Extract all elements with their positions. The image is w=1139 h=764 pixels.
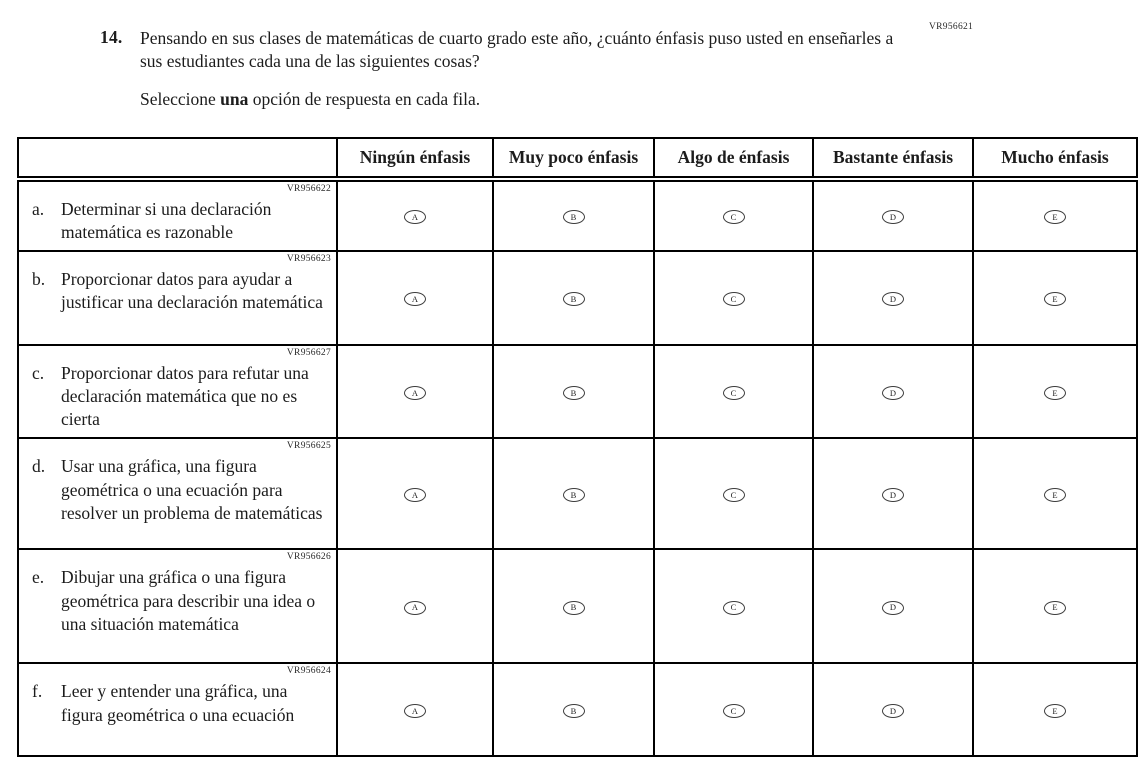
cell-b-mucho bbox=[973, 251, 1137, 345]
item-cell-f bbox=[18, 663, 337, 756]
option-bubble-b-A[interactable]: A bbox=[404, 292, 426, 306]
cell-c-bastante bbox=[813, 345, 973, 438]
option-bubble-b-C[interactable]: C bbox=[723, 292, 745, 306]
option-bubble-a-A[interactable]: A bbox=[404, 210, 426, 224]
cell-f-algo bbox=[654, 663, 813, 756]
item-letter-f: f. bbox=[32, 681, 43, 702]
item-letter-d: d. bbox=[32, 456, 46, 477]
table-row-b bbox=[18, 251, 1137, 345]
header-row bbox=[18, 138, 1137, 179]
option-bubble-c-E[interactable]: E bbox=[1044, 386, 1066, 400]
option-bubble-b-E[interactable]: E bbox=[1044, 292, 1066, 306]
row-code-b: VR956623 bbox=[286, 254, 331, 265]
item-text-e: Dibujar una gráfica o una figura geométrica para describir una idea o una situación matemática bbox=[61, 567, 316, 634]
row-code-f: VR956624 bbox=[286, 666, 331, 677]
cell-c-mucho bbox=[973, 345, 1137, 438]
item-text-b: Proporcionar datos para ayudar a justificar una declaración matemática bbox=[61, 269, 323, 313]
item-letter-e: e. bbox=[32, 567, 45, 588]
cell-e-mucho bbox=[973, 549, 1137, 663]
cell-e-ningun bbox=[337, 549, 493, 663]
item-text-d: Usar una gráfica, una figura geométrica o una ecuación para resolver un problema de matemáticas bbox=[61, 456, 323, 523]
table-row-d bbox=[18, 438, 1137, 549]
item-cell-e bbox=[18, 549, 337, 663]
table-row-a bbox=[18, 179, 1137, 251]
table-row-c bbox=[18, 345, 1137, 438]
cell-b-bastante bbox=[813, 251, 973, 345]
item-letter-b: b. bbox=[32, 269, 46, 290]
row-code-a: VR956622 bbox=[286, 184, 331, 194]
cell-f-ningun bbox=[337, 663, 493, 756]
table-row-e bbox=[18, 549, 1137, 663]
cell-b-algo bbox=[654, 251, 813, 345]
option-bubble-b-B[interactable]: B bbox=[563, 292, 585, 306]
row-code-c: VR956627 bbox=[286, 348, 331, 359]
option-bubble-a-B[interactable]: B bbox=[563, 210, 585, 224]
cell-d-algo bbox=[654, 438, 813, 549]
question-block bbox=[100, 27, 898, 110]
option-bubble-c-C[interactable]: C bbox=[723, 386, 745, 400]
cell-a-ningun bbox=[337, 179, 493, 251]
instruction-pre: Seleccione bbox=[140, 88, 221, 109]
option-bubble-e-B[interactable]: B bbox=[563, 601, 585, 615]
cell-e-algo bbox=[654, 549, 813, 663]
question-body bbox=[140, 27, 898, 110]
header-empty-cell bbox=[18, 138, 337, 179]
cell-f-mucho bbox=[973, 663, 1137, 756]
item-cell-b bbox=[18, 251, 337, 345]
option-bubble-e-E[interactable]: E bbox=[1044, 601, 1066, 615]
cell-d-muy-poco bbox=[493, 438, 654, 549]
header-muy-poco-enfasis: Muy poco énfasis bbox=[493, 138, 654, 179]
option-bubble-b-D[interactable]: D bbox=[882, 292, 904, 306]
item-text-f: Leer y entender una gráfica, una figura geométrica o una ecuación bbox=[61, 681, 295, 725]
cell-d-mucho bbox=[973, 438, 1137, 549]
option-bubble-f-C[interactable]: C bbox=[723, 704, 745, 718]
question-instruction bbox=[140, 89, 898, 110]
form-code-top: VR956621 bbox=[929, 22, 974, 32]
header-bastante-enfasis: Bastante énfasis bbox=[813, 138, 973, 179]
option-bubble-c-B[interactable]: B bbox=[563, 386, 585, 400]
item-letter-a: a. bbox=[32, 199, 45, 219]
row-code-d: VR956625 bbox=[286, 441, 331, 452]
option-bubble-f-A[interactable]: A bbox=[404, 704, 426, 718]
option-bubble-d-E[interactable]: E bbox=[1044, 488, 1066, 502]
option-bubble-c-D[interactable]: D bbox=[882, 386, 904, 400]
cell-e-bastante bbox=[813, 549, 973, 663]
item-text-c: Proporcionar datos para refutar una declaración matemática que no es cierta bbox=[61, 363, 309, 430]
cell-d-bastante bbox=[813, 438, 973, 549]
table-row-f bbox=[18, 663, 1137, 756]
question-text: Pensando en sus clases de matemáticas de cuarto grado este año, ¿cuánto énfasis puso usted en enseñarles a sus estudiantes cada una de las siguientes cosas? bbox=[140, 28, 894, 72]
instruction-bold: una bbox=[220, 88, 249, 109]
instruction-post: opción de respuesta en cada fila. bbox=[248, 88, 481, 109]
cell-c-algo bbox=[654, 345, 813, 438]
cell-c-ningun bbox=[337, 345, 493, 438]
cell-b-muy-poco bbox=[493, 251, 654, 345]
option-bubble-e-C[interactable]: C bbox=[723, 601, 745, 615]
cell-a-algo bbox=[654, 179, 813, 251]
cell-a-muy-poco bbox=[493, 179, 654, 251]
option-bubble-f-B[interactable]: B bbox=[563, 704, 585, 718]
cell-f-bastante bbox=[813, 663, 973, 756]
cell-c-muy-poco bbox=[493, 345, 654, 438]
option-bubble-c-A[interactable]: A bbox=[404, 386, 426, 400]
response-matrix bbox=[17, 137, 1138, 757]
cell-a-mucho bbox=[973, 179, 1137, 251]
question-number: 14. bbox=[100, 27, 123, 47]
option-bubble-a-E[interactable]: E bbox=[1044, 210, 1066, 224]
cell-d-ningun bbox=[337, 438, 493, 549]
option-bubble-a-D[interactable]: D bbox=[882, 210, 904, 224]
option-bubble-f-D[interactable]: D bbox=[882, 704, 904, 718]
cell-e-muy-poco bbox=[493, 549, 654, 663]
option-bubble-a-C[interactable]: C bbox=[723, 210, 745, 224]
option-bubble-d-C[interactable]: C bbox=[723, 488, 745, 502]
option-bubble-d-B[interactable]: B bbox=[563, 488, 585, 502]
response-table bbox=[17, 137, 1138, 757]
option-bubble-f-E[interactable]: E bbox=[1044, 704, 1066, 718]
option-bubble-d-D[interactable]: D bbox=[882, 488, 904, 502]
option-bubble-d-A[interactable]: A bbox=[404, 488, 426, 502]
item-letter-c: c. bbox=[32, 363, 45, 384]
header-algo-de-enfasis: Algo de énfasis bbox=[654, 138, 813, 179]
header-mucho-enfasis: Mucho énfasis bbox=[973, 138, 1137, 179]
header-ningun-enfasis: Ningún énfasis bbox=[337, 138, 493, 179]
row-code-e: VR956626 bbox=[286, 552, 331, 563]
item-cell-a bbox=[18, 179, 337, 251]
item-cell-c bbox=[18, 345, 337, 438]
item-cell-d bbox=[18, 438, 337, 549]
cell-b-ningun bbox=[337, 251, 493, 345]
option-bubble-e-D[interactable]: D bbox=[882, 601, 904, 615]
item-text-a: Determinar si una declaración matemática es razonable bbox=[61, 199, 272, 243]
option-bubble-e-A[interactable]: A bbox=[404, 601, 426, 615]
cell-f-muy-poco bbox=[493, 663, 654, 756]
cell-a-bastante bbox=[813, 179, 973, 251]
